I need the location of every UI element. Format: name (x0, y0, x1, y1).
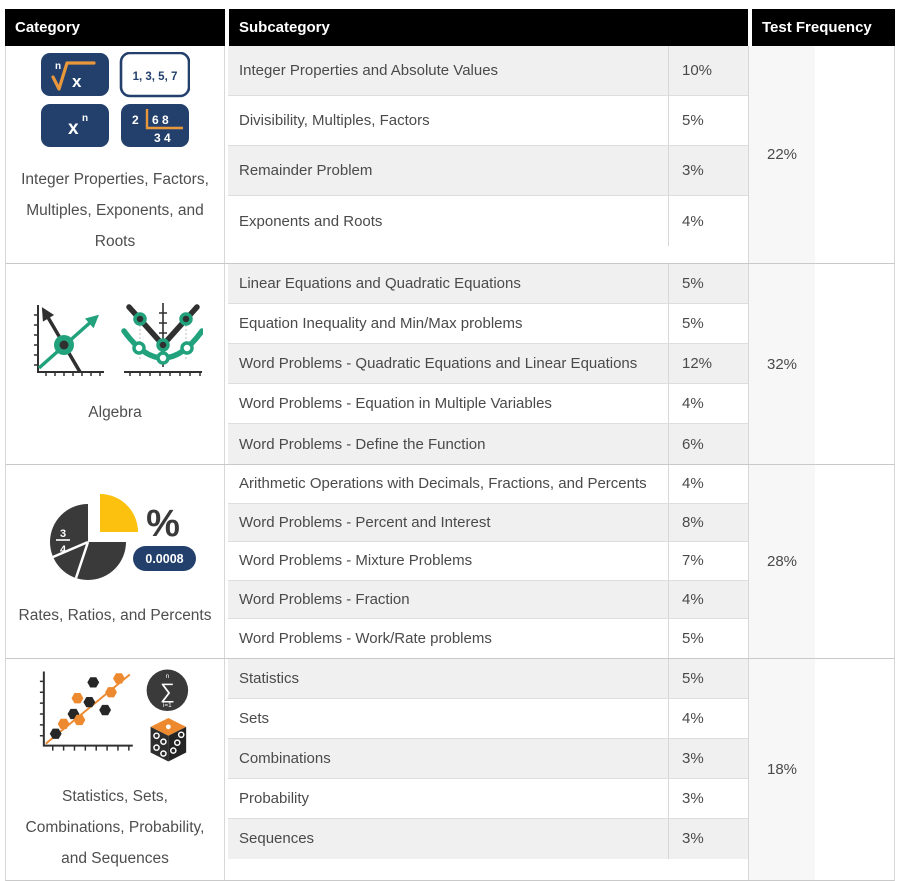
header-category: Category (5, 9, 225, 46)
percent-cell: 4% (668, 465, 748, 503)
table-row (228, 659, 748, 699)
svg-text:3 4: 3 4 (154, 131, 171, 145)
table-row (228, 424, 748, 464)
category-label: Rates, Ratios, and Percents (18, 606, 212, 624)
percent-cell: 12% (668, 344, 748, 383)
table-row (228, 739, 748, 779)
table-row (228, 264, 748, 304)
subcategory-cell: Sets (239, 709, 270, 727)
header-test-frequency: Test Frequency (752, 9, 895, 46)
section-rates-ratios-percents (5, 465, 895, 659)
subcategory-cell: Exponents and Roots (239, 212, 383, 230)
subcategory-rows (228, 46, 748, 263)
category-cell (6, 465, 225, 658)
category-cell (6, 264, 225, 464)
subcategory-rows (228, 264, 748, 464)
svg-text:x: x (68, 118, 79, 139)
percent-cell: 4% (668, 384, 748, 423)
percent-cell: 4% (668, 699, 748, 738)
category-cell (6, 659, 225, 880)
table-row (228, 304, 748, 344)
table-row (228, 779, 748, 819)
svg-text:3: 3 (59, 527, 67, 540)
scatter-dice-icon (31, 665, 199, 765)
test-frequency-table (5, 9, 895, 881)
percent-cell: 3% (668, 739, 748, 778)
percent-cell: 5% (668, 96, 748, 145)
table-row (228, 384, 748, 424)
svg-text:x: x (72, 72, 82, 91)
svg-text:∑: ∑ (159, 680, 175, 704)
subcategory-cell: Word Problems - Mixture Problems (239, 552, 473, 570)
section-integer-properties (5, 46, 895, 264)
table-row (228, 146, 748, 196)
subcategory-cell: Divisibility, Multiples, Factors (239, 112, 430, 129)
subcategory-cell: Word Problems - Work/Rate problems (239, 630, 492, 648)
frequency-total-cell: 32% (748, 264, 815, 464)
algebra-graphs-icon (28, 301, 203, 381)
percent-cell: 3% (668, 146, 748, 195)
table-row (228, 619, 748, 658)
percent-cell: 5% (668, 659, 748, 698)
table-row (228, 344, 748, 384)
table-row (228, 465, 748, 504)
table-row (228, 542, 748, 581)
percent-cell: 5% (668, 619, 748, 658)
subcategory-cell: Combinations (239, 749, 331, 767)
table-row (228, 581, 748, 620)
frequency-total-cell: 22% (748, 46, 815, 263)
subcategory-cell: Arithmetic Operations with Decimals, Fractions, and Percents (239, 475, 647, 493)
header-subcategory: Subcategory (229, 9, 748, 46)
table-row (228, 196, 748, 246)
percent-cell: 8% (668, 504, 748, 542)
table-header-row (5, 9, 895, 46)
category-label: Statistics, Sets, Combinations, Probability, and Sequences (25, 787, 205, 867)
subcategory-cell: Statistics (239, 669, 300, 687)
svg-text:1, 3, 5, 7: 1, 3, 5, 7 (132, 71, 178, 83)
svg-text:%: % (146, 502, 180, 545)
section-algebra (5, 264, 895, 465)
svg-text:i=1: i=1 (163, 702, 172, 710)
subcategory-cell: Word Problems - Quadratic Equations and Linear Equations (239, 355, 638, 372)
subcategory-cell: Word Problems - Equation in Multiple Variables (239, 395, 552, 412)
table-row (228, 819, 748, 859)
subcategory-cell: Word Problems - Percent and Interest (239, 513, 491, 531)
frequency-total-cell: 28% (748, 465, 815, 658)
category-label: Algebra (88, 403, 142, 421)
subcategory-rows (228, 465, 748, 658)
table-row (228, 96, 748, 146)
subcategory-cell: Integer Properties and Absolute Values (239, 62, 499, 79)
svg-text:n: n (82, 113, 89, 124)
subcategory-cell: Probability (239, 789, 310, 807)
percent-cell: 5% (668, 264, 748, 303)
table-row (228, 699, 748, 739)
svg-text:4: 4 (59, 543, 67, 556)
section-statistics-sets (5, 659, 895, 881)
percent-cell: 4% (668, 196, 748, 246)
svg-text:0.0008: 0.0008 (145, 551, 184, 566)
percent-cell: 10% (668, 46, 748, 95)
math-tiles-icon (40, 52, 190, 148)
frequency-total-cell: 18% (748, 659, 815, 880)
percent-cell: 3% (668, 819, 748, 859)
subcategory-cell: Remainder Problem (239, 162, 373, 179)
subcategory-cell: Word Problems - Fraction (239, 591, 410, 609)
percent-cell: 7% (668, 542, 748, 580)
category-label: Integer Properties, Factors, Multiples, Exponents, and Roots (21, 171, 209, 250)
percent-cell: 4% (668, 581, 748, 619)
svg-text:6 8: 6 8 (152, 113, 169, 127)
subcategory-cell: Word Problems - Define the Function (239, 435, 486, 453)
subcategory-cell: Equation Inequality and Min/Max problems (239, 315, 523, 332)
percent-cell: 6% (668, 424, 748, 464)
subcategory-cell: Sequences (239, 830, 315, 848)
subcategory-cell: Linear Equations and Quadratic Equations (239, 275, 521, 292)
table-row (228, 46, 748, 96)
table-row (228, 504, 748, 543)
subcategory-rows (228, 659, 748, 880)
percent-cell: 3% (668, 779, 748, 818)
svg-text:2: 2 (132, 113, 139, 127)
svg-text:n: n (165, 672, 170, 680)
svg-text:n: n (55, 61, 62, 72)
percent-cell: 5% (668, 304, 748, 343)
category-cell (6, 46, 225, 263)
pie-percent-icon (30, 492, 200, 584)
